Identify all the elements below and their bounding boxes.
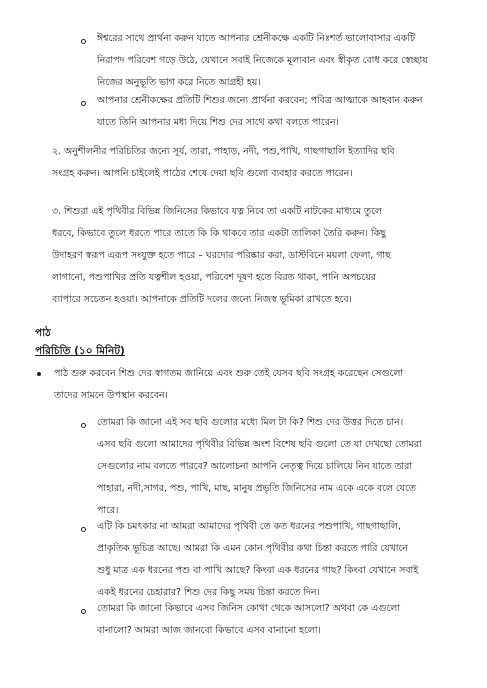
text-line: ঈশ্বরের সাথে প্রার্থনা করুন যাতে আপনার শ্রেনীকক্ষে একটি নিঃশর্ত ভালোবাসার একটি xyxy=(97,33,416,44)
section-title: পাঠ xyxy=(35,327,51,339)
text-line: পাহারা, নদী,সাগর, পশু, পাখি, মাছ, মানুষ প্রভৃতি জিনিসের নাম একে একে বলে যেতে xyxy=(97,483,416,494)
text-line: লাগানো, পশুপাখির প্রতি যত্নশীল হওয়া, পরিবেশ দূষণ হতে বিরত থাকা, পানি অপচয়ের xyxy=(52,272,376,283)
hollow-bullet-icon xyxy=(81,609,86,614)
text-line: ধরবে, কিভাবে তুলে ধরতে পারে তাতে কি কি থাকবে তার একটা তালিকা তৈরি করুন। কিছু xyxy=(52,228,386,239)
text-line: ৩. শিশুরা এই পৃথিবীর বিভিন্ন জিনিসের কিভাবে যত্ন নিবে তা একটি নাটকের মাধ্যমে তুলে xyxy=(52,206,382,217)
prayer-item-2 xyxy=(97,90,422,134)
text-line: তাদের সামনে উপস্থান করবেন। xyxy=(54,390,168,401)
text-line: সেগুলোর নাম বলতে পারবে? আলোচনা আপনি নেতৃত্ব দিয়ে চালিয়ে নিন যাতে তারা xyxy=(97,461,412,472)
numbered-item-3 xyxy=(52,201,391,311)
hollow-bullet-icon xyxy=(81,101,86,106)
prayer-item-1 xyxy=(97,28,428,94)
text-line: সংগ্রহ করুন। আপনি চাইলেই পাঠের শেষে দেয়া ছবি গুলো ব্যবহার করতে পারেন। xyxy=(52,168,353,179)
subsection-title: পরিচিতি (১০ মিনিট) xyxy=(35,345,125,357)
text-line: ২. অনুশীলনীর পরিচিতির জন্যে সূর্য, তারা, পাহাড়, নদী, পশু,পাখি, গাছগাছালি ইত্যাদির ছবি xyxy=(52,146,395,157)
text-line: নিজের অনুভূতি ভাগ করে নিতে আগ্রহী হয়। xyxy=(97,77,261,88)
text-line: একই ধরনের চেহারার? শিশু দের কিছু সময় চিন্তা করতে দিন। xyxy=(97,587,320,598)
question-item-1 xyxy=(97,412,422,522)
filled-bullet-icon xyxy=(37,372,41,376)
text-line: বানালো? আমরা আজ জানবো কিভাবে এসব বানানো হলো। xyxy=(97,625,321,636)
text-line: নিরাপদ পরিবেশ গড়ে উঠে, যেখানে সবাই নিজেকে মূল্যবান এবং স্বীকৃত বোধ করে স্বেচ্ছায় xyxy=(97,55,428,66)
intro-bullet xyxy=(54,363,403,407)
text-line: পাঠ শুরু করবেন শিশু দের স্বাগতম জানিয়ে এবং শুরু তেই যেসব ছবি সংগ্রহ করেছেন সেগুলো xyxy=(54,368,404,379)
text-line: পারে। xyxy=(97,505,119,516)
numbered-item-2 xyxy=(52,141,395,185)
text-line: ব্যাপারে সচেতন হওয়া। আপনাকে প্রতিটি দলের জন্যে নিজস্ব ভূমিকা রাখতে হবে। xyxy=(52,294,352,305)
hollow-bullet-icon xyxy=(81,423,86,428)
text-line: প্রাকৃতিক ভূচিত্র আছে। আমরা কি এমন কোন পৃথিবীর কথা চিন্তা করতে পারি যেখানে xyxy=(97,543,408,554)
hollow-bullet-icon xyxy=(81,527,86,532)
text-line: যাতে তিনি আপনার মধ্য দিয়ে শিশু দের সাথে কথা বলতে পারেন। xyxy=(97,117,339,128)
text-line: উদাহরণ স্বরূপ এরূপ সংযুক্ত হতে পারে – ঘরদোর পরিষ্কার করা, ডাস্টবিনে ময়লা ফেলা, গাছ xyxy=(52,250,391,261)
text-line: শুধু মাত্র এক ধরনের পশু বা পাখি আছে? কিংবা এক ধরনের গাছ? কিংবা যেখানে সবাই xyxy=(97,565,419,576)
question-item-3 xyxy=(97,598,400,642)
question-item-2 xyxy=(97,516,418,604)
text-line: আপনার শ্রেনীকক্ষের প্রতিটি শিশুর জন্যে প্রার্থনা করবেন; পবিত্র আত্মাকে আহবান করুন xyxy=(97,95,423,106)
text-line: এটি কি চমৎকার না আমরা আমাদের পৃথিবী তে কত ধরনের পশুপাখি, গাছগাছালি, xyxy=(97,521,401,532)
text-line: এসব ছবি গুলো আমাদের পৃথিবীর বিভিন্ন অংশ বিশেষ ছবি গুলো তে যা দেখছো তোমরা xyxy=(97,439,422,450)
text-line: তোমরা কি জানো কিভাবে এসব জিনিস কোথা থেকে আসলো? অথবা কে এগুলো xyxy=(97,603,400,614)
hollow-bullet-icon xyxy=(81,39,86,44)
text-line: তোমরা কি জানো এই সব ছবি গুলোর মধ্যে মিল টা কি? শিশু দের উত্তর দিতে চান। xyxy=(97,417,404,428)
